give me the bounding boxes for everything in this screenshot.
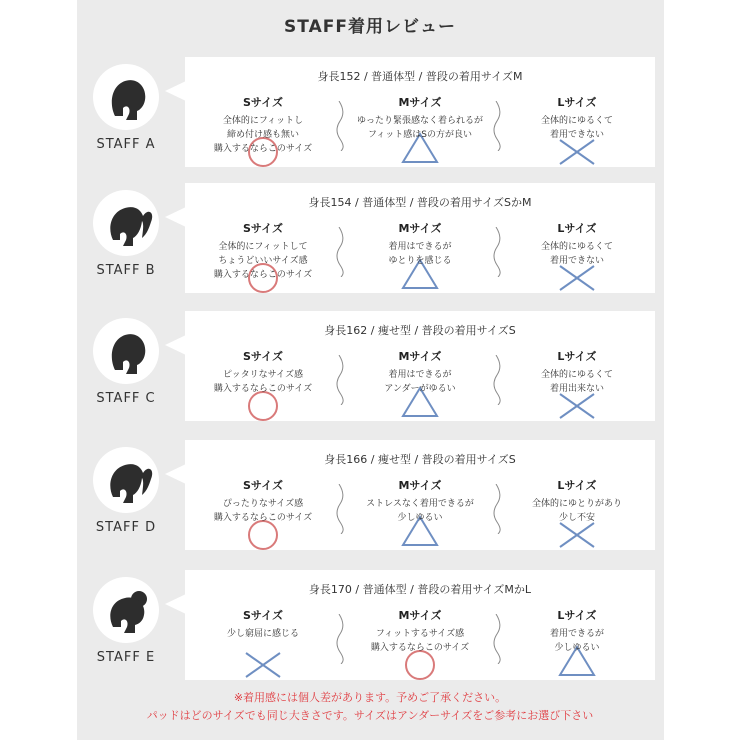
size-label: Sサイズ — [242, 479, 284, 492]
staff-row — [77, 570, 664, 680]
size-label: Lサイズ — [557, 96, 597, 109]
staff-name: STAFF B — [96, 263, 156, 278]
size-label: Lサイズ — [557, 609, 597, 622]
size-comment: フィットするサイズ感 購入するならこのサイズ — [370, 629, 470, 653]
size-label: Lサイズ — [557, 222, 597, 235]
staff-avatar-icon — [93, 190, 159, 256]
column-separator — [336, 355, 346, 405]
staff-avatar-icon — [93, 577, 159, 643]
staff-info: 身長170 / 普通体型 / 普段の着用サイズMかL — [308, 583, 532, 596]
column-separator — [493, 484, 503, 534]
size-column — [193, 94, 333, 160]
size-comment: 全体的にゆるくて 着用出来ない — [540, 370, 613, 394]
size-column — [350, 477, 490, 543]
size-label: Lサイズ — [557, 479, 597, 492]
column-separator — [336, 101, 346, 151]
size-column — [350, 94, 490, 160]
size-comment: 全体的にフィットして ちょうどいいサイズ感 購入するならこのサイズ — [213, 242, 313, 280]
size-comment: 着用できるが 少しゆるい — [549, 629, 604, 653]
size-comment: 全体的にフィットし 締め付け感も無い 購入するならこのサイズ — [213, 116, 313, 154]
size-label: Sサイズ — [242, 96, 284, 109]
note-individual-difference: ※着用感には個人差があります。予めご了承ください。 — [233, 691, 507, 704]
size-column — [193, 348, 333, 414]
column-separator — [493, 355, 503, 405]
size-column — [193, 477, 333, 543]
column-separator — [493, 101, 503, 151]
staff-name: STAFF C — [96, 391, 156, 406]
staff-info: 身長166 / 痩せ型 / 普段の着用サイズS — [324, 453, 516, 466]
size-label: Mサイズ — [398, 222, 442, 235]
size-comment: 着用はできるが アンダーがゆるい — [384, 370, 456, 394]
size-column — [193, 607, 333, 673]
staff-row — [77, 311, 664, 421]
column-separator — [336, 227, 346, 277]
speech-pointer — [165, 464, 186, 484]
page-title: STAFF着用レビュー — [284, 17, 456, 37]
size-column — [507, 477, 647, 543]
size-comment: 少し窮屈に感じる — [226, 629, 299, 639]
speech-pointer — [165, 594, 186, 614]
size-label: Mサイズ — [398, 96, 442, 109]
size-column — [350, 607, 490, 673]
size-column — [507, 220, 647, 286]
column-separator — [493, 227, 503, 277]
staff-name: STAFF A — [96, 137, 156, 152]
note-pad-size: パッドはどのサイズでも同じ大きさです。サイズはアンダーサイズをご参考にお選び下さい — [146, 709, 594, 722]
size-column — [350, 348, 490, 414]
review-bubble — [185, 570, 655, 680]
size-label: Sサイズ — [242, 609, 284, 622]
size-label: Mサイズ — [398, 609, 442, 622]
size-comment: 着用はできるが ゆとりを感じる — [388, 242, 452, 266]
review-bubble — [185, 183, 655, 293]
review-bubble — [185, 440, 655, 550]
staff-info: 身長152 / 普通体型 / 普段の着用サイズM — [317, 70, 523, 83]
column-separator — [493, 614, 503, 664]
review-bubble — [185, 57, 655, 167]
size-label: Sサイズ — [242, 222, 284, 235]
staff-row — [77, 183, 664, 293]
review-bubble — [185, 311, 655, 421]
size-label: Lサイズ — [557, 350, 597, 363]
speech-pointer — [165, 207, 186, 227]
size-column — [193, 220, 333, 286]
column-separator — [336, 614, 346, 664]
size-label: Mサイズ — [398, 479, 442, 492]
staff-info: 身長162 / 痩せ型 / 普段の着用サイズS — [324, 324, 516, 337]
fit-cross-mark — [243, 650, 283, 680]
size-comment: 全体的にゆるくて 着用できない — [540, 116, 613, 140]
staff-info: 身長154 / 普通体型 / 普段の着用サイズSかM — [308, 196, 532, 209]
staff-row — [77, 440, 664, 550]
size-column — [350, 220, 490, 286]
size-comment: ピッタリなサイズ感 購入するならこのサイズ — [213, 370, 313, 394]
speech-pointer — [165, 335, 186, 355]
size-comment: ゆったり緊張感なく着られるが フィット感はSの方が良い — [357, 116, 483, 140]
size-column — [507, 348, 647, 414]
size-comment: 全体的にゆとりがあり 少し不安 — [531, 499, 622, 523]
size-label: Sサイズ — [242, 350, 284, 363]
size-column — [507, 94, 647, 160]
staff-name: STAFF E — [96, 650, 156, 665]
staff-name: STAFF D — [95, 520, 157, 535]
staff-row — [77, 57, 664, 167]
size-comment: ストレスなく着用できるが 少しゆるい — [366, 499, 474, 523]
staff-avatar-icon — [93, 64, 159, 130]
staff-avatar-icon — [93, 447, 159, 513]
size-column — [507, 607, 647, 673]
size-comment: 全体的にゆるくて 着用できない — [540, 242, 613, 266]
speech-pointer — [165, 81, 186, 101]
size-comment: ぴったりなサイズ感 購入するならこのサイズ — [213, 499, 313, 523]
column-separator — [336, 484, 346, 534]
size-label: Mサイズ — [398, 350, 442, 363]
staff-avatar-icon — [93, 318, 159, 384]
